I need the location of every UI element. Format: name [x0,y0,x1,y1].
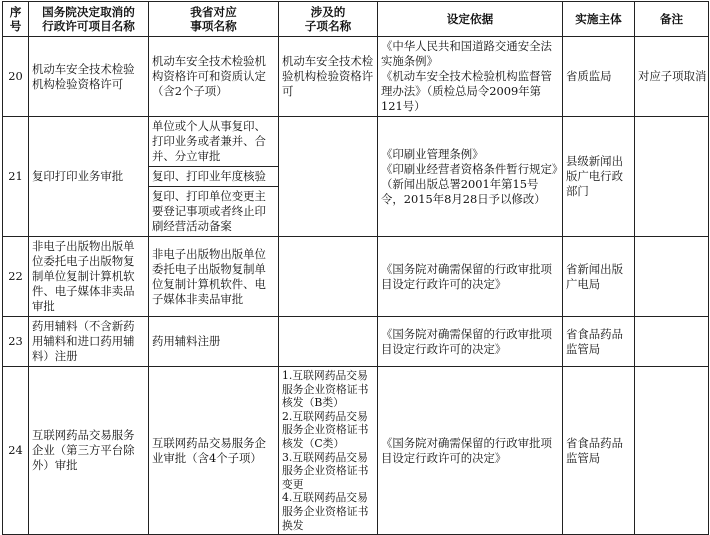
implementing-body: 省质监局 [563,37,635,117]
header-no: 序 号 [3,2,29,37]
remark [635,317,709,367]
remark: 对应子项取消 [635,37,709,117]
row-number: 22 [3,237,29,317]
header-sub: 涉及的 子项名称 [279,2,378,37]
row-number: 21 [3,117,29,237]
table-row-20 [3,37,709,117]
implementing-body: 县级新闻出版广电行政部门 [563,117,635,237]
remark [635,367,709,535]
row-number: 24 [3,367,29,535]
implementing-body: 省新闻出版广电局 [563,237,635,317]
legal-basis: 《印刷业管理条例》 《印刷业经营者资格条件暂行规定》（新闻出版总署2001年第15号令，2015年8月28日予以修改） [378,117,563,237]
item-name: 互联网药品交易服务企业（第三方平台除外）审批 [29,367,149,535]
province-item: 药用辅料注册 [149,317,279,367]
row-number: 20 [3,37,29,117]
province-item: 单位或个人从事复印、打印业务或者兼并、合并、分立审批 [149,117,279,167]
implementing-body: 省食品药品监管局 [563,317,635,367]
legal-basis: 《中华人民共和国道路交通安全法实施条例》 《机动车安全技术检验机构监督管理办法》（质检总局令2009年第121号） [378,37,563,117]
header-note: 备注 [635,2,709,37]
item-name: 非电子出版物出版单位委托电子出版物复制单位复制计算机软件、电子媒体非卖品审批 [29,237,149,317]
header-item: 国务院决定取消的 行政许可项目名称 [29,2,149,37]
province-item: 互联网药品交易服务企业审批（含4个子项） [149,367,279,535]
header-prov: 我省对应 事项名称 [149,2,279,37]
legal-basis: 《国务院对确需保留的行政审批项目设定行政许可的决定》 [378,237,563,317]
sub-item [279,317,378,367]
sub-item [279,237,378,317]
header-row [3,2,709,37]
sub-item [279,117,378,237]
legal-basis: 《国务院对确需保留的行政审批项目设定行政许可的决定》 [378,367,563,535]
province-item: 复印、打印单位变更主要登记事项或者终止印刷经营活动备案 [149,187,279,237]
item-name: 药用辅料（不含新药用辅料和进口药用辅料）注册 [29,317,149,367]
item-name: 机动车安全技术检验机构检验资格许可 [29,37,149,117]
remark [635,117,709,237]
remark [635,237,709,317]
province-item: 非电子出版物出版单位委托电子出版物复制单位复制计算机软件、电子媒体非卖品审批 [149,237,279,317]
legal-basis: 《国务院对确需保留的行政审批项目设定行政许可的决定》 [378,317,563,367]
table-row-22 [3,237,709,317]
row-number: 23 [3,317,29,367]
sub-item: 机动车安全技术检验机构检验资格许可 [279,37,378,117]
province-item: 复印、打印业年度核验 [149,167,279,187]
header-basis: 设定依据 [378,2,563,37]
item-name: 复印打印业务审批 [29,117,149,237]
table-row-23 [3,317,709,367]
implementing-body: 省食品药品监管局 [563,367,635,535]
approval-items-table [2,1,709,535]
sub-item: 1.互联网药品交易服务企业资格证书核发（B类） 2.互联网药品交易服务企业资格证书核发（C类） 3.互联网药品交易服务企业资格证书变更 4.互联网药品交易服务企业资格证书换发 [279,367,378,535]
province-item: 机动车安全技术检验机构资格许可和资质认定（含2个子项） [149,37,279,117]
header-body: 实施主体 [563,2,635,37]
table-row-24 [3,367,709,535]
table-row-21 [3,117,709,167]
